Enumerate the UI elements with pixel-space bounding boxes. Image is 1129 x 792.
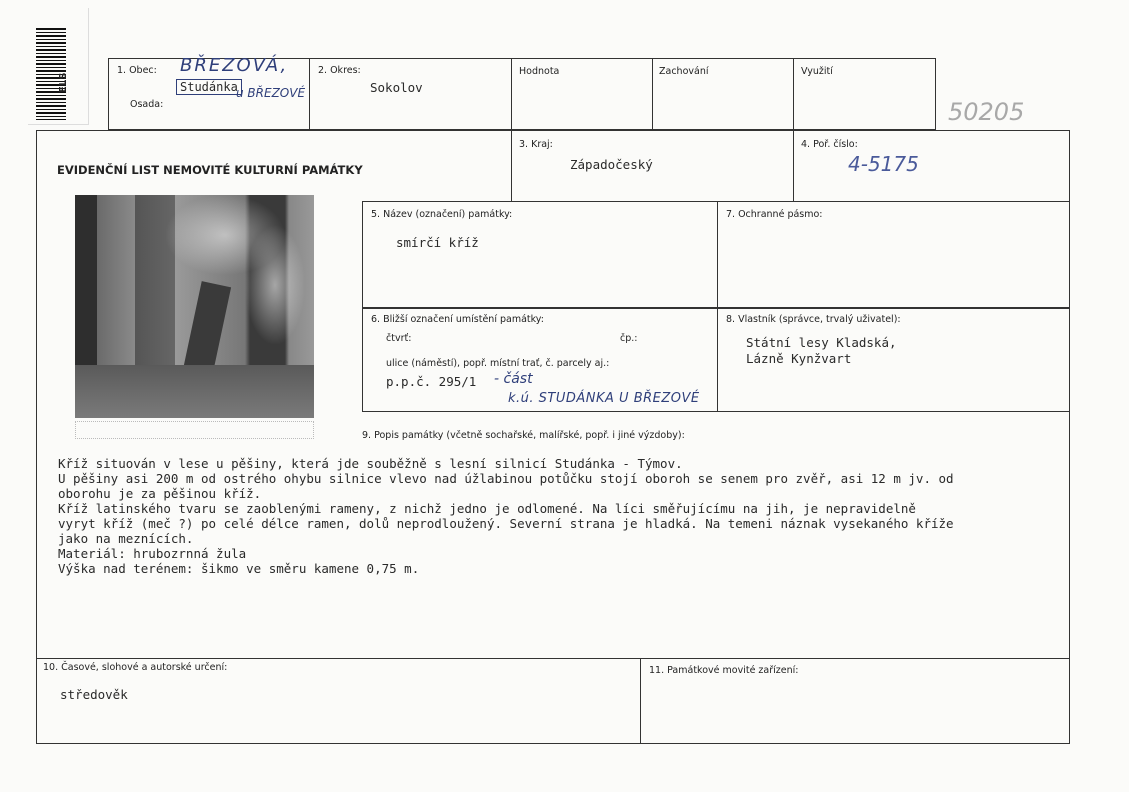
urceni-value: středověk [60,687,128,702]
hodnota-label: Hodnota [519,66,560,77]
pencil-number: 50205 [948,98,1025,126]
movite-label: 11. Památkové movité zařízení: [649,665,799,676]
obec-value: BŘEZOVÁ, [180,55,289,76]
photo-caption-line [75,421,314,439]
obec-label: 1. Obec: [117,65,157,76]
cp-label: čp.: [620,333,638,344]
popis-label: 9. Popis památky (včetně sochařské, malířské, popř. i jiné výzdoby): [362,430,685,441]
parcela-hand-2: k.ú. STUDÁNKA U BŘEZOVÉ [508,391,700,406]
parcela-hand-1: - část [494,371,533,387]
osada-value-hand: u BŘEZOVÉ [236,86,306,100]
form-title: EVIDENČNÍ LIST NEMOVITÉ KULTURNÍ PAMÁTKY [57,163,363,177]
urceni-label: 10. Časové, slohové a autorské určení: [43,662,228,673]
osada-value-typed: Studánka [176,79,242,95]
por-cislo-value: 4-5175 [848,152,919,176]
okres-value: Sokolov [370,80,423,95]
popis-line: Výška nad terénem: šikmo ve směru kamene 0,75 m. [58,561,420,576]
vlastnik-line2: Lázně Kynžvart [746,351,852,366]
osada-label: Osada: [130,99,164,110]
ulice-label: ulice (náměstí), popř. místní trať, č. parcely aj.: [386,358,610,369]
popis-line: Materiál: hrubozrnná žula [58,546,247,561]
por-cislo-label: 4. Poř. číslo: [801,139,858,150]
popis-text [58,456,1068,576]
popis-line: Kříž situován v lese u pěšiny, která jde souběžně s lesní silnicí Studánka - Týmov. [58,456,683,471]
parcela-value: p.p.č. 295/1 [386,374,477,389]
vlastnik-label: 8. Vlastník (správce, trvalý uživatel): [726,314,901,325]
nazev-value: smírčí kříž [396,235,479,250]
side-tab [28,8,89,125]
okres-label: 2. Okres: [318,65,361,76]
kraj-label: 3. Kraj: [519,139,553,150]
side-tab-code: ELS [58,72,69,93]
ochranne-label: 7. Ochranné pásmo: [726,209,823,220]
vyuziti-label: Využití [801,66,833,77]
popis-line: jako na meznících. [58,531,194,546]
nazev-label: 5. Název (označení) památky: [371,209,513,220]
popis-line: vyryt kříž (meč ?) po celé délce ramen, dolů neprodloužený. Severní strana je hladká. Na temeni náznak vysekaného kříže [58,516,954,531]
monument-photo [75,195,314,418]
zachovani-label: Zachování [659,66,709,77]
popis-line: U pěšiny asi 200 m od ostrého ohybu silnice vlevo nad úžlabinou potůčku stojí oboroh se senem pro zvěř, asi 12 m jv. od [58,471,954,486]
ctvrt-label: čtvrť: [386,333,412,344]
umisteni-label: 6. Bližší označení umístění památky: [371,314,544,325]
popis-line: Kříž latinského tvaru se zaoblenými rameny, z nichž jedno je odlomené. Na líci směřujícímu na jih, je nepravidelně [58,501,916,516]
kraj-value: Západočeský [570,157,653,172]
popis-line: oborohu je za pěšinou kříž. [58,486,262,501]
vlastnik-line1: Státní lesy Kladská, [746,335,897,350]
